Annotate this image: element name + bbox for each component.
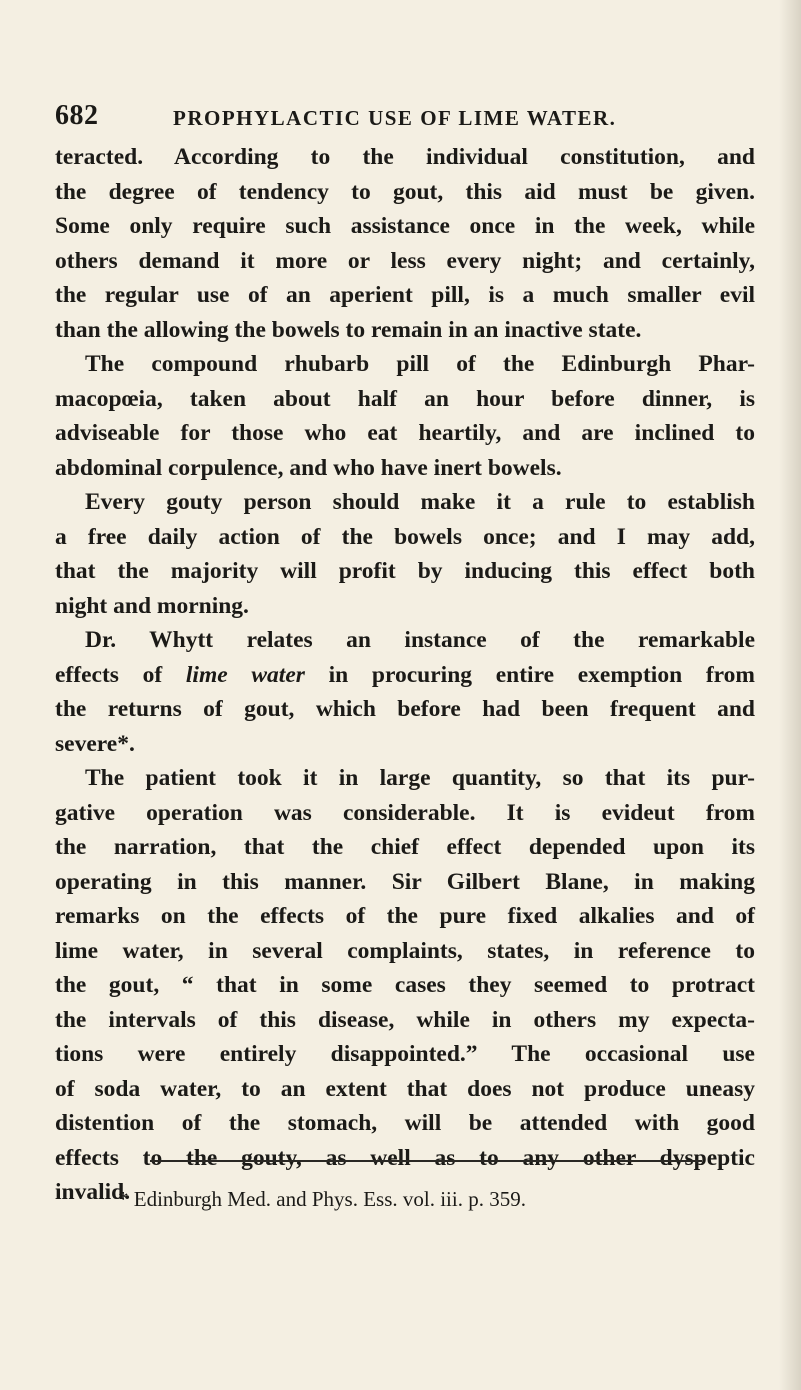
italic-phrase: lime water xyxy=(185,661,305,688)
text-line: remarks on the effects of the pure fixed alkalies and of xyxy=(55,903,755,929)
text-line: adviseable for those who eat heartily, and are inclined to xyxy=(55,420,755,446)
text-line: teracted. According to the individual constitution, and xyxy=(55,144,755,170)
text-line xyxy=(55,658,755,693)
text-line: gative operation was considerable. It is evideut from xyxy=(55,799,755,826)
text-line: others demand it more or less every night; and certainly, xyxy=(55,247,755,274)
text-line: Every gouty person should make it a rule to establish xyxy=(85,489,755,515)
text-line: lime water, in several complaints, states, in reference to xyxy=(55,937,755,964)
text-line: the regular use of an aperient pill, is a much smaller evil xyxy=(55,282,755,308)
text-line: effects to the gouty, as well as to any other dyspeptic xyxy=(55,1144,755,1171)
text-span: in procuring entire exemption from xyxy=(328,661,755,688)
text-line: Some only require such assistance once in the week, while xyxy=(55,213,755,239)
page-header xyxy=(55,100,755,140)
running-head: PROPHYLACTIC USE OF LIME WATER. xyxy=(173,106,617,130)
text-span: effects of xyxy=(55,661,163,688)
text-line: the returns of gout, which before had been frequent and xyxy=(55,696,755,722)
text-line: the narration, that the chief effect depended upon its xyxy=(55,834,755,860)
text-line: abdominal corpulence, and who have inert bowels. xyxy=(55,454,562,481)
text-line: Dr. Whytt relates an instance of the remarkable xyxy=(85,627,755,653)
text-line: than the allowing the bowels to remain in an inactive state. xyxy=(55,316,642,343)
text-line: the gout, “ that in some cases they seemed to protract xyxy=(55,972,755,998)
text-line: The patient took it in large quantity, so that its pur- xyxy=(85,765,755,791)
text-line: The compound rhubarb pill of the Edinburgh Phar- xyxy=(85,351,755,377)
page-edge-shadow xyxy=(779,0,801,1390)
page-number: 682 xyxy=(55,100,99,131)
text-line: night and morning. xyxy=(55,592,249,619)
text-line: distention of the stomach, will be attended with good xyxy=(55,1110,755,1136)
text-line: a free daily action of the bowels once; and I may add, xyxy=(55,523,755,550)
text-line: operating in this manner. Sir Gilbert Blane, in making xyxy=(55,868,755,895)
body-text xyxy=(55,140,755,1210)
footnote: * Edinburgh Med. and Phys. Ess. vol. iii. p. 359. xyxy=(118,1187,526,1211)
text-line: the intervals of this disease, while in others my expecta- xyxy=(55,1006,755,1033)
text-line: of soda water, to an extent that does not produce uneasy xyxy=(55,1075,755,1102)
text-line: macopœia, taken about half an hour before dinner, is xyxy=(55,385,755,412)
text-line: that the majority will profit by inducing this effect both xyxy=(55,558,755,584)
text-line: severe*. xyxy=(55,730,135,757)
text-line: the degree of tendency to gout, this aid must be given. xyxy=(55,178,755,205)
footnote-divider xyxy=(150,1160,702,1162)
text-line: tions were entirely disappointed.” The occasional use xyxy=(55,1041,755,1067)
text-line: invalid. xyxy=(55,1179,131,1205)
